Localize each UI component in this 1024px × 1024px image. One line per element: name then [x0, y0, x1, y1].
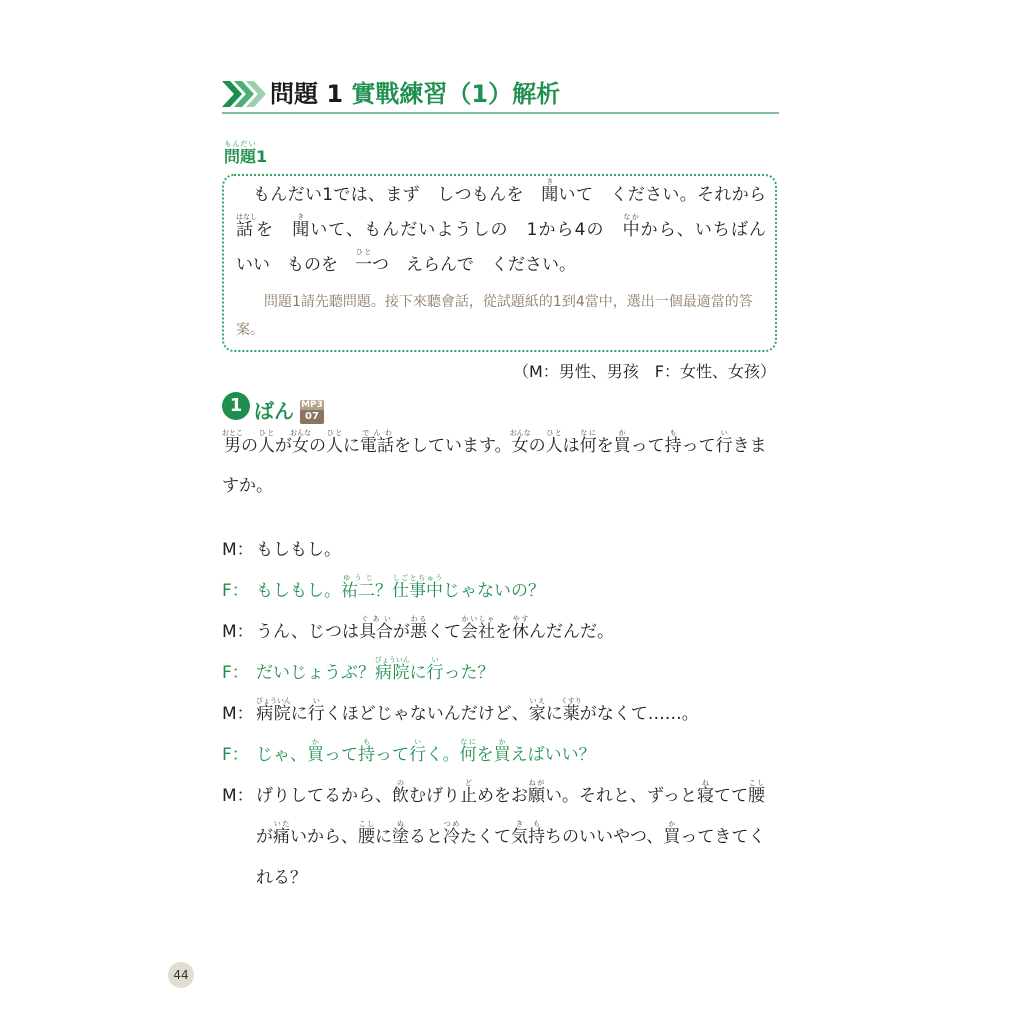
dialog-furigana: きも: [511, 820, 545, 828]
instruction-furigana: なか: [622, 213, 640, 221]
dialog-text: に: [290, 704, 308, 724]
header-rule: [222, 112, 779, 114]
question-text: [222, 426, 779, 506]
speaker-label: F：: [222, 745, 249, 765]
dialog-line: [222, 776, 779, 899]
instruction-ruby-word: [355, 248, 372, 275]
instruction-text: いて ください。それから: [558, 185, 784, 205]
question-furigana: でんわ: [360, 429, 394, 437]
dialog-text: くて: [427, 622, 462, 642]
dialog-ruby-word: [512, 615, 530, 642]
question-furigana: ひと: [326, 429, 343, 437]
dialog-furigana: ど: [460, 779, 477, 787]
dialog-furigana: やす: [512, 615, 530, 623]
dialog-kanji: 具合: [359, 622, 394, 642]
dialog: [222, 530, 779, 899]
instruction-text: から、いちばん いい ものを: [236, 220, 784, 275]
dialog-ruby-word: [341, 574, 375, 601]
question-kanji: 電話: [360, 436, 394, 456]
dialog-kanji: 腰: [358, 827, 375, 847]
question-text: の: [241, 436, 258, 456]
dialog-ruby-word: [460, 779, 477, 806]
dialog-text: って: [324, 745, 358, 765]
speaker-label: M：: [222, 540, 254, 560]
instruction-furigana: ひと: [355, 248, 372, 256]
dialog-ruby-word: [747, 779, 765, 806]
dialog-text: く。: [426, 745, 460, 765]
item-label: ばん: [254, 399, 294, 423]
mondai-label: [224, 140, 267, 172]
dialog-ruby-word: [663, 820, 681, 847]
dialog-kanji: 飲: [392, 786, 409, 806]
question-furigana: い: [715, 429, 733, 437]
instruction-text: いて、もんだいようしの 1から4の: [310, 220, 623, 240]
dialog-furigana: びょういん: [374, 656, 410, 664]
dialog-ruby-word: [307, 697, 325, 724]
dialog-kanji: 止: [460, 786, 477, 806]
question-ruby-word: [258, 429, 275, 456]
dialog-furigana: びょういん: [256, 697, 291, 705]
dialog-furigana: ね: [696, 779, 714, 787]
question-kanji: 行: [715, 436, 733, 456]
dialog-kanji: 悪: [410, 622, 428, 642]
dialog-ruby-word: [696, 779, 714, 806]
dialog-kanji: 病院: [374, 663, 410, 683]
dialog-text: がなくて……。: [579, 704, 699, 724]
dialog-furigana: なに: [459, 738, 477, 746]
dialog-text: った？: [443, 663, 495, 683]
dialog-text: むげり: [409, 786, 460, 806]
question-ruby-word: [579, 429, 597, 456]
instruction-text: つ えらんで ください。: [372, 255, 576, 275]
dialog-ruby-word: [560, 697, 582, 724]
dialog-ruby-word: [409, 738, 426, 765]
dialog-furigana: い: [426, 656, 444, 664]
dialog-kanji: 行: [426, 663, 444, 683]
dialog-furigana: こし: [747, 779, 765, 787]
dialog-text: もしもし。: [256, 540, 341, 560]
question-ruby-word: [222, 429, 243, 456]
dialog-line: [222, 694, 779, 735]
dialog-text: もしもし。: [256, 581, 341, 601]
speaker-label: F：: [222, 581, 249, 601]
dialog-kanji: 何: [459, 745, 477, 765]
question-furigana: おんな: [290, 429, 311, 437]
dialog-line: [222, 612, 779, 653]
dialog-ruby-word: [528, 779, 545, 806]
instruction-ruby-word: [541, 178, 559, 205]
dialog-text: いから、: [290, 827, 358, 847]
dialog-ruby-word: [410, 615, 428, 642]
question-ruby-word: [613, 429, 631, 456]
dialog-kanji: 行: [307, 704, 325, 724]
question-text: って: [630, 436, 665, 456]
dialog-text: に: [375, 827, 392, 847]
dialog-ruby-word: [528, 697, 546, 724]
dialog-text: って: [375, 745, 409, 765]
dialog-furigana: つめ: [443, 820, 460, 828]
question-text: が: [275, 436, 292, 456]
mp3-label: MP3: [301, 400, 323, 410]
question-kanji: 女: [290, 436, 311, 456]
dialog-kanji: 腰: [747, 786, 765, 806]
dialog-furigana: ゆうじ: [341, 574, 375, 582]
mp3-track-icon: [300, 400, 324, 424]
dialog-ruby-word: [511, 820, 545, 847]
dialog-furigana: い: [307, 697, 325, 705]
dialog-furigana: も: [358, 738, 375, 746]
dialog-furigana: ねが: [528, 779, 545, 787]
question-kanji: 買: [613, 436, 631, 456]
dialog-furigana: わる: [410, 615, 428, 623]
instruction-furigana: き: [292, 213, 310, 221]
dialog-kanji: 仕事中: [392, 581, 443, 601]
dialog-ruby-word: [426, 656, 444, 683]
instruction-kanji: 中: [622, 220, 641, 240]
dialog-kanji: 祐二: [341, 581, 375, 601]
speaker-label: M：: [222, 704, 254, 724]
dialog-text: い。それと、ずっと: [545, 786, 697, 806]
dialog-ruby-word: [459, 738, 477, 765]
dialog-text: が: [256, 827, 273, 847]
dialog-ruby-word: [359, 615, 394, 642]
dialog-furigana: いえ: [528, 697, 546, 705]
dialog-text: に: [545, 704, 563, 724]
dialog-furigana: の: [392, 779, 409, 787]
dialog-furigana: こし: [358, 820, 375, 828]
item-number-badge: 1: [222, 392, 250, 420]
section-header: [222, 74, 779, 114]
mondai-label-text: 問題: [224, 147, 257, 166]
title-mondai: 問題 1: [270, 80, 352, 108]
dialog-ruby-word: [374, 656, 410, 683]
dialog-furigana: ぬ: [392, 820, 409, 828]
question-furigana: ひと: [545, 429, 563, 437]
dialog-ruby-word: [392, 574, 443, 601]
dialog-text: ると: [409, 827, 443, 847]
dialog-ruby-word: [493, 738, 511, 765]
dialog-kanji: 買: [663, 827, 681, 847]
instruction-ruby-word: [292, 213, 311, 240]
question-furigana: か: [613, 429, 631, 437]
question-ruby-word: [290, 429, 311, 456]
dialog-ruby-word: [358, 820, 375, 847]
question-kanji: 人: [258, 436, 275, 456]
question-ruby-word: [715, 429, 733, 456]
dialog-text: ？: [375, 581, 392, 601]
dialog-text: たくて: [460, 827, 511, 847]
title-practice: 實戰練習（1）解析: [351, 80, 561, 108]
dialog-furigana: かいしゃ: [461, 615, 496, 623]
question-text: に: [343, 436, 360, 456]
dialog-ruby-word: [392, 820, 409, 847]
question-kanji: 人: [326, 436, 343, 456]
dialog-ruby-word: [461, 615, 496, 642]
dialog-text: んだんだ。: [529, 622, 615, 642]
question-furigana: ひと: [258, 429, 275, 437]
dialog-text: が: [393, 622, 411, 642]
question-kanji: 男: [222, 436, 243, 456]
dialog-text: だいじょうぶ？: [256, 663, 375, 683]
dialog-text: くほどじゃないんだけど、: [324, 704, 529, 724]
mondai-label-number: 1: [256, 147, 268, 166]
dialog-text: を: [495, 622, 513, 642]
dialog-furigana: ぐあい: [359, 615, 394, 623]
dialog-furigana: くすり: [560, 697, 582, 705]
dialog-kanji: 会社: [461, 622, 496, 642]
page-number: 44: [168, 962, 194, 988]
dialog-line: [222, 571, 779, 612]
question-kanji: 何: [579, 436, 597, 456]
speaker-legend: （M：男性、男孩 F：女性、女孩）: [512, 362, 776, 381]
instruction-furigana: き: [541, 178, 559, 186]
instruction-text: もんだい1では、まず しつもんを: [253, 185, 542, 205]
question-furigana: おんな: [509, 429, 531, 437]
question-kanji: 持: [664, 436, 682, 456]
dialog-ruby-word: [392, 779, 409, 806]
speaker-label: F：: [222, 663, 249, 683]
instruction-furigana: はなし: [236, 213, 257, 221]
speaker-label: M：: [222, 786, 254, 806]
dialog-kanji: 休: [512, 622, 530, 642]
chevron-arrows-icon: [222, 81, 266, 107]
dialog-kanji: 願: [528, 786, 545, 806]
question-ruby-word: [545, 429, 563, 456]
dialog-ruby-word: [443, 820, 460, 847]
dialog-furigana: いた: [273, 820, 290, 828]
question-ruby-word: [509, 429, 531, 456]
dialog-ruby-word: [256, 697, 291, 724]
dialog-kanji: 行: [409, 745, 426, 765]
dialog-text: げりしてるから、: [256, 786, 392, 806]
dialog-furigana: しごとちゅう: [392, 574, 443, 582]
dialog-ruby-word: [358, 738, 375, 765]
instruction-text: を: [255, 220, 293, 240]
dialog-kanji: 薬: [560, 704, 582, 724]
question-text: きますか。: [222, 436, 767, 496]
speaker-label: M：: [222, 622, 254, 642]
dialog-kanji: 持: [358, 745, 375, 765]
question-furigana: なに: [579, 429, 597, 437]
dialog-kanji: 買: [307, 745, 324, 765]
dialog-line: [222, 735, 779, 776]
question-kanji: 人: [545, 436, 563, 456]
question-text: をしています。: [394, 436, 512, 456]
mp3-track-number: 07: [300, 410, 324, 424]
dialog-furigana: い: [409, 738, 426, 746]
instruction-ruby-word: [622, 213, 641, 240]
dialog-kanji: 塗: [392, 827, 409, 847]
question-text: って: [681, 436, 716, 456]
question-furigana: も: [664, 429, 682, 437]
page-title: [270, 76, 560, 112]
dialog-line: [222, 530, 779, 571]
instruction-kanji: 話: [236, 220, 257, 240]
dialog-text: めをお: [477, 786, 528, 806]
dialog-ruby-word: [273, 820, 290, 847]
dialog-kanji: 病院: [256, 704, 291, 724]
question-text: の: [309, 436, 326, 456]
mondai-label-ruby: もんだい: [224, 140, 257, 148]
dialog-furigana: か: [307, 738, 324, 746]
question-ruby-word: [664, 429, 682, 456]
dialog-kanji: 寝: [696, 786, 714, 806]
dialog-text: じゃ、: [256, 745, 307, 765]
dialog-furigana: か: [663, 820, 681, 828]
dialog-text: に: [409, 663, 427, 683]
dialog-furigana: か: [493, 738, 511, 746]
dialog-text: ちのいいやつ、: [545, 827, 664, 847]
question-furigana: おとこ: [222, 429, 243, 437]
dialog-text: えばいい？: [510, 745, 596, 765]
question-ruby-word: [326, 429, 343, 456]
instruction-kanji: 聞: [292, 220, 311, 240]
dialog-kanji: 冷: [443, 827, 460, 847]
question-ruby-word: [360, 429, 394, 456]
dialog-kanji: 家: [528, 704, 546, 724]
instruction-japanese: [236, 178, 784, 283]
dialog-line: [222, 653, 779, 694]
dialog-text: てて: [713, 786, 748, 806]
dialog-text: を: [476, 745, 494, 765]
dialog-text: じゃないの？: [443, 581, 545, 601]
dialog-kanji: 痛: [273, 827, 290, 847]
question-text: は: [562, 436, 580, 456]
instruction-chinese: 問題1請先聽問題。接下來聽會話，從試題紙的1到4當中，選出一個最適當的答案。: [236, 294, 753, 338]
dialog-text: ってきてくれる？: [256, 827, 766, 888]
dialog-text: うん、じつは: [256, 622, 360, 642]
question-text: を: [596, 436, 614, 456]
dialog-kanji: 買: [493, 745, 511, 765]
question-kanji: 女: [509, 436, 531, 456]
question-text: の: [528, 436, 546, 456]
dialog-kanji: 気持: [511, 827, 545, 847]
instruction-ruby-word: [236, 213, 257, 240]
instruction-kanji: 聞: [541, 185, 559, 205]
dialog-ruby-word: [307, 738, 324, 765]
instruction-kanji: 一: [355, 255, 372, 275]
